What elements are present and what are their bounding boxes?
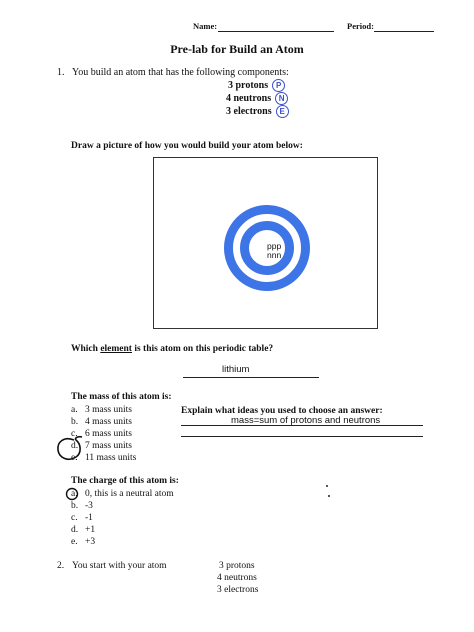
option-letter: d. (71, 525, 79, 535)
component-neutrons-text: 4 neutrons (226, 92, 272, 104)
q2-electrons: 3 electrons (217, 585, 259, 595)
option-text: 0, this is a neutral atom (85, 489, 174, 499)
stray-mark (326, 485, 328, 487)
charge-option-a[interactable] (71, 489, 174, 499)
drawing-area[interactable] (153, 157, 378, 329)
mass-heading: The mass of this atom is: (71, 392, 172, 402)
option-text: 4 mass units (85, 417, 132, 427)
charge-option-c[interactable] (71, 513, 93, 523)
electron-icon: E (276, 105, 289, 118)
q2-protons: 3 protons (219, 561, 255, 571)
question-1-number: 1. (57, 67, 65, 78)
element-prompt (71, 344, 273, 354)
element-prompt-keyword: element (100, 344, 132, 354)
option-letter: b. (71, 417, 79, 427)
option-text: +1 (85, 525, 96, 535)
option-text: -1 (85, 513, 93, 523)
component-protons-text: 3 protons (228, 79, 269, 91)
component-electrons (226, 105, 289, 118)
component-protons (228, 79, 285, 92)
charge-option-e[interactable] (71, 537, 95, 547)
nucleus-label (267, 242, 281, 260)
answer-mark-circle-small (64, 486, 80, 502)
element-answer[interactable]: lithium (222, 364, 250, 375)
option-text: 3 mass units (85, 405, 132, 415)
period-label: Period: (347, 21, 374, 31)
page-title: Pre-lab for Build an Atom (170, 42, 304, 56)
q2-neutrons: 4 neutrons (217, 573, 257, 583)
answer-mark-circle (52, 434, 86, 464)
explain-answer[interactable]: mass=sum of protons and neutrons (231, 415, 381, 426)
option-letter: e. (71, 453, 78, 463)
question-1-prompt: You build an atom that has the following components: (72, 67, 289, 78)
option-letter: e. (71, 537, 78, 547)
option-letter: a. (71, 489, 78, 499)
charge-option-b[interactable] (71, 501, 93, 511)
option-text: +3 (85, 537, 96, 547)
option-letter: b. (71, 501, 79, 511)
option-letter: c. (71, 513, 78, 523)
explain-prompt: Explain what ideas you used to choose an answer: (181, 406, 383, 416)
element-prompt-start: Which (71, 344, 101, 354)
component-neutrons (226, 92, 288, 105)
option-text: 11 mass units (85, 453, 137, 463)
proton-icon: P (272, 79, 285, 92)
option-text: -3 (85, 501, 93, 511)
period-field[interactable] (374, 31, 434, 32)
option-text: 7 mass units (85, 441, 132, 451)
nucleus-protons: ppp (267, 241, 282, 251)
option-letter: c. (71, 429, 78, 439)
neutron-icon: N (275, 92, 288, 105)
nucleus-neutrons: nnn (267, 250, 282, 260)
charge-heading: The charge of this atom is: (71, 476, 179, 486)
question-2-prompt: You start with your atom (72, 561, 167, 571)
component-electrons-text: 3 electrons (226, 105, 272, 117)
stray-mark (328, 495, 330, 497)
explain-line-2 (181, 436, 423, 437)
draw-prompt: Draw a picture of how you would build your atom below: (71, 141, 303, 151)
option-letter: d. (71, 441, 79, 451)
mass-option-a[interactable] (71, 405, 132, 415)
question-2-number: 2. (57, 561, 65, 571)
option-text: 6 mass units (85, 429, 132, 439)
name-field[interactable] (218, 31, 334, 32)
element-prompt-end: is this atom on this periodic table? (131, 344, 274, 354)
charge-option-d[interactable] (71, 525, 95, 535)
mass-option-b[interactable] (71, 417, 132, 427)
element-answer-line (183, 377, 319, 378)
option-letter: a. (71, 405, 78, 415)
name-label: Name: (193, 21, 218, 31)
